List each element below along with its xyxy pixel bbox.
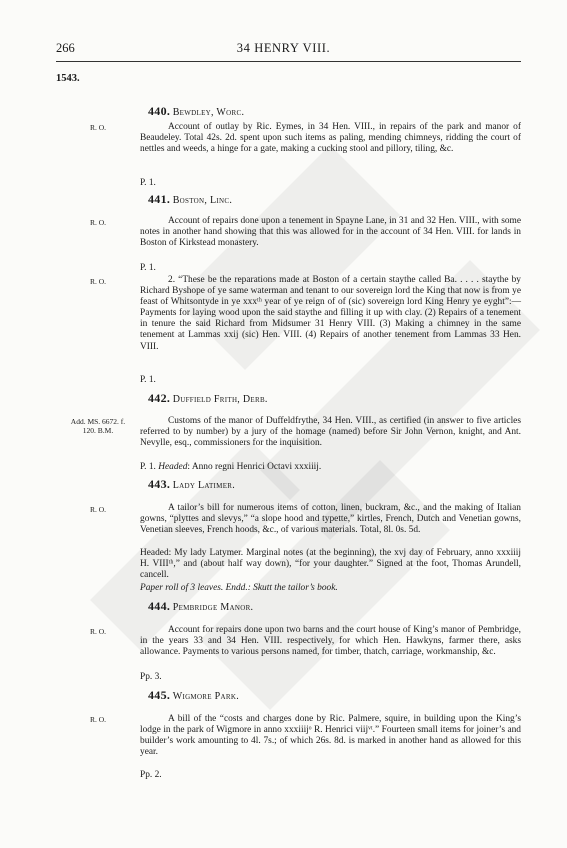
ref-label: Headed xyxy=(158,462,188,472)
entry-ref: P. 1. xyxy=(140,263,156,273)
entry-text-2: Headed: My lady Latymer. Marginal notes (at the beginning), the xvj day of February, anno xxxiiij H. VIIIᵗʰ,” and (about half way down), “for your daughter.” Signed at the foot, Thomas Arundell, cancell. xyxy=(140,548,521,581)
entry-heading xyxy=(148,391,268,406)
entry-text: A bill of the “costs and charges done by Ric. Palmere, squire, in building upon the King’s lodge in the park of Wigmore in anno xxxiiijᵒ R. Henrici viijᵛᵗ.” Fourteen small items for joiner’s and builder’s work amounting to 4l. 7s.; of which 26s. 8d. is marked in another hand as allowed for this year. xyxy=(140,714,521,758)
margin-source: R. O. xyxy=(89,123,107,132)
ref-text: : Anno regni Henrici Octavi xxxiiij. xyxy=(187,462,322,472)
entry-number: 443. xyxy=(148,477,171,491)
margin-source: R. O. xyxy=(89,218,107,227)
entry-heading xyxy=(148,104,244,119)
year-label: 1543. xyxy=(56,73,80,84)
entry-title: Duffield Frith, Derb. xyxy=(172,394,268,405)
entry-heading xyxy=(148,192,232,207)
entry-text: Account of outlay by Ric. Eymes, in 34 Hen. VIII., in repairs of the park and manor of Beaudeley. Total 42s. 2d. spent upon such items as paling, mending chimneys, ridding the court of nettles and weeds, a hinge for a gate, making a cucking stool and pillory, tiling, &c. xyxy=(140,122,521,155)
entry-number: 444. xyxy=(148,599,171,613)
entry-number: 445. xyxy=(148,688,171,702)
entry-ref: Pp. 3. xyxy=(140,672,162,682)
running-title: 34 HENRY VIII. xyxy=(236,41,331,55)
entry-heading xyxy=(148,477,235,492)
entry-ref xyxy=(140,462,521,473)
entry-heading xyxy=(148,599,253,614)
entry-title: Lady Latimer. xyxy=(172,480,236,491)
ref-pages: P. 1. xyxy=(140,462,156,472)
entry-ref: P. 1. xyxy=(140,178,156,188)
margin-source: R. O. xyxy=(89,627,107,636)
entry-text: A tailor’s bill for numerous items of cotton, linen, buckram, &c., and the making of Italian gowns, “plyttes and slevys,” “a slope hood and typette,” kirtles, French, Dutch and Venetian gowns, Venetian sleeves, French hoods, &c., of various materials. Total, 8l. 0s. 5d. xyxy=(140,503,521,536)
entry-title: Pembridge Manor. xyxy=(172,602,254,613)
margin-source: R. O. xyxy=(89,505,107,514)
entry-text-2: 2. “These be the reparations made at Boston of a certain staythe called Ba. . . . . staythe by Richard Byshope of ye same waterman and tenant to our sovereign lord the King that now is from ye feast of Whitsontyde in ye xxxᵗʰ year of ye reign of of (sic) sovereign lord King Henry ye eyght”:—Payments for laying wood upon the said staythe and filling it up with clay. (2) Repairs of a tenement in tenure the said Richard from Midsumer 31 Henry VIII. (3) Making a chimney in the same tenement at Lammas xxij (sic) Hen. VIII. (4) Repairs of another tenement from Lammas 33 Hen. VIII. xyxy=(140,275,521,352)
page-number: 266 xyxy=(56,41,75,55)
entry-title: Wigmore Park. xyxy=(172,691,239,702)
entry-ref: Paper roll of 3 leaves. Endd.: Skutt the tailor’s book. xyxy=(140,583,338,593)
entry-title: Bewdley, Worc. xyxy=(172,107,245,118)
margin-source: Add. MS. 6672. f. 120. B.M. xyxy=(70,417,126,435)
entry-number: 440. xyxy=(148,104,171,118)
margin-source: R. O. xyxy=(89,277,107,286)
entry-number: 442. xyxy=(148,391,171,405)
entry-ref-2: P. 1. xyxy=(140,375,156,385)
entry-text: Account of repairs done upon a tenement in Spayne Lane, in 31 and 32 Hen. VIII., with some notes in another hand showing that this was allowed for in the account of 34 Hen. VIII. for lands in Boston of Kirkstead monastery. xyxy=(140,216,521,249)
entry-number: 441. xyxy=(148,192,171,206)
margin-source: R. O. xyxy=(89,715,107,724)
entry-ref: Pp. 2. xyxy=(140,770,162,780)
header-rule xyxy=(56,61,521,62)
entry-text: Customs of the manor of Duffeldfrythe, 34 Hen. VIII., as certified (in answer to five articles referred to by number) by a jury of the homage (named) before Sir John Vernon, knight, and Ant. Nevylle, esq., commissioners for the inquisition. xyxy=(140,416,521,449)
entry-title: Boston, Linc. xyxy=(172,195,233,206)
entry-text: Account for repairs done upon two barns and the court house of King’s manor of Pembridge, in the years 33 and 34 Hen. VIII. respectively, for which Hen. Hawkyns, farmer there, asks allowance. Payments to various persons named, for timber, thatch, carriage, workmanship, &c. xyxy=(140,625,521,658)
entry-heading xyxy=(148,688,239,703)
